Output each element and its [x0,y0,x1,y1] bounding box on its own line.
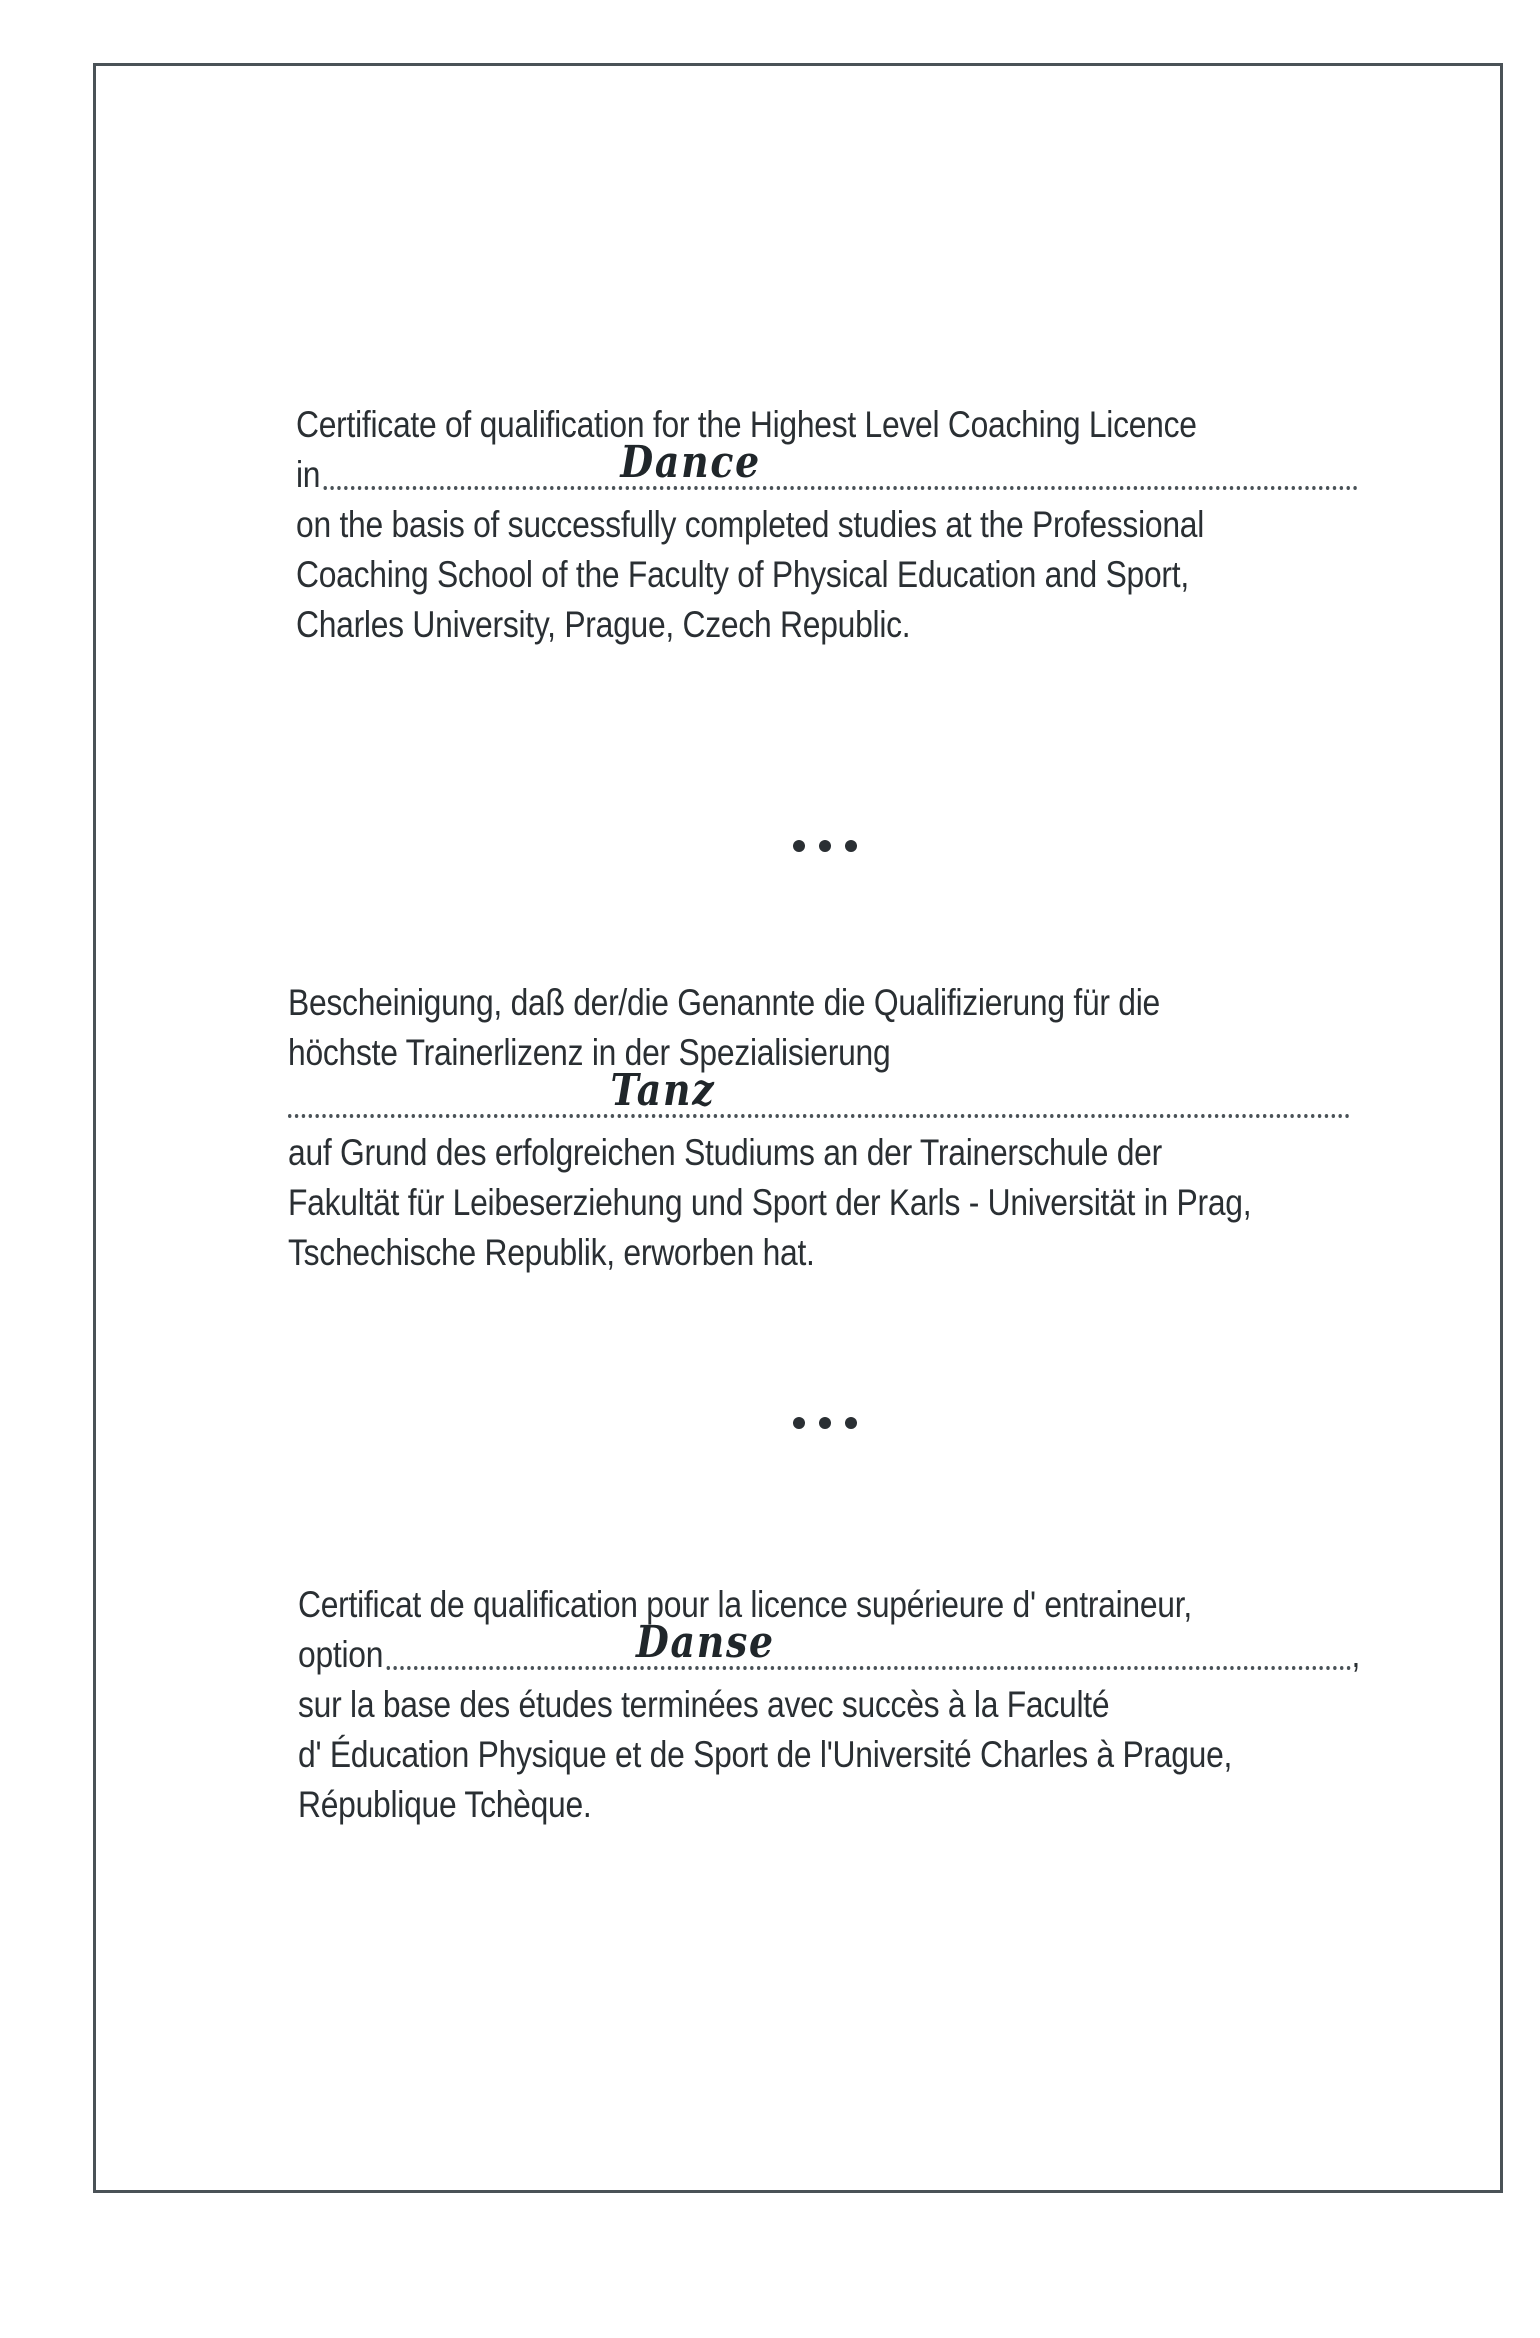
french-country-line: République Tchèque. [298,1784,592,1825]
english-title-line: Certificate of qualification for the Highest Level Coaching Licence [296,404,1197,445]
german-section [288,978,1350,1278]
english-specialization-row [296,437,1358,500]
german-dotted-line [288,1065,1350,1118]
separator-1 [775,826,875,860]
french-dotted-line [387,1617,1352,1670]
german-faculty-line: Fakultät für Leibeserziehung und Sport der Karls - Universität in Prag, [288,1182,1252,1223]
english-basis-line: on the basis of successfully completed studies at the Professional [296,504,1205,545]
german-specialization: Tanz [610,1065,716,1116]
french-specialization: Danse [635,1617,775,1668]
french-specialization-row [298,1617,1361,1680]
bullet-dot [819,1417,831,1429]
english-university-line: Charles University, Prague, Czech Republic. [296,604,911,645]
french-suffix: , [1351,1634,1361,1675]
separator-2 [775,1403,875,1437]
german-specialization-row [288,1065,1350,1128]
english-dotted-line [324,437,1358,490]
german-basis-line: auf Grund des erfolgreichen Studiums an der Trainerschule der [288,1132,1162,1173]
english-section [296,400,1358,650]
english-school-line: Coaching School of the Faculty of Physical Education and Sport, [296,554,1189,595]
german-country-line: Tschechische Republik, erworben hat. [288,1232,815,1273]
english-specialization: Dance [620,437,761,488]
bullet-dot [819,840,831,852]
french-section [298,1580,1360,1830]
bullet-dot [845,1417,857,1429]
english-prefix: in [296,454,321,495]
french-basis-line: sur la base des études terminées avec succès à la Faculté [298,1684,1110,1725]
french-faculty-line: d' Éducation Physique et de Sport de l'Université Charles à Prague, [298,1734,1233,1775]
french-prefix: option [298,1634,384,1675]
bullet-dot [793,840,805,852]
bullet-dot [845,840,857,852]
german-license-line: höchste Trainerlizenz in der Spezialisierung [288,1032,891,1073]
bullet-dot [793,1417,805,1429]
german-title-line: Bescheinigung, daß der/die Genannte die Qualifizierung für die [288,982,1160,1023]
french-title-line: Certificat de qualification pour la licence supérieure d' entraineur, [298,1584,1192,1625]
